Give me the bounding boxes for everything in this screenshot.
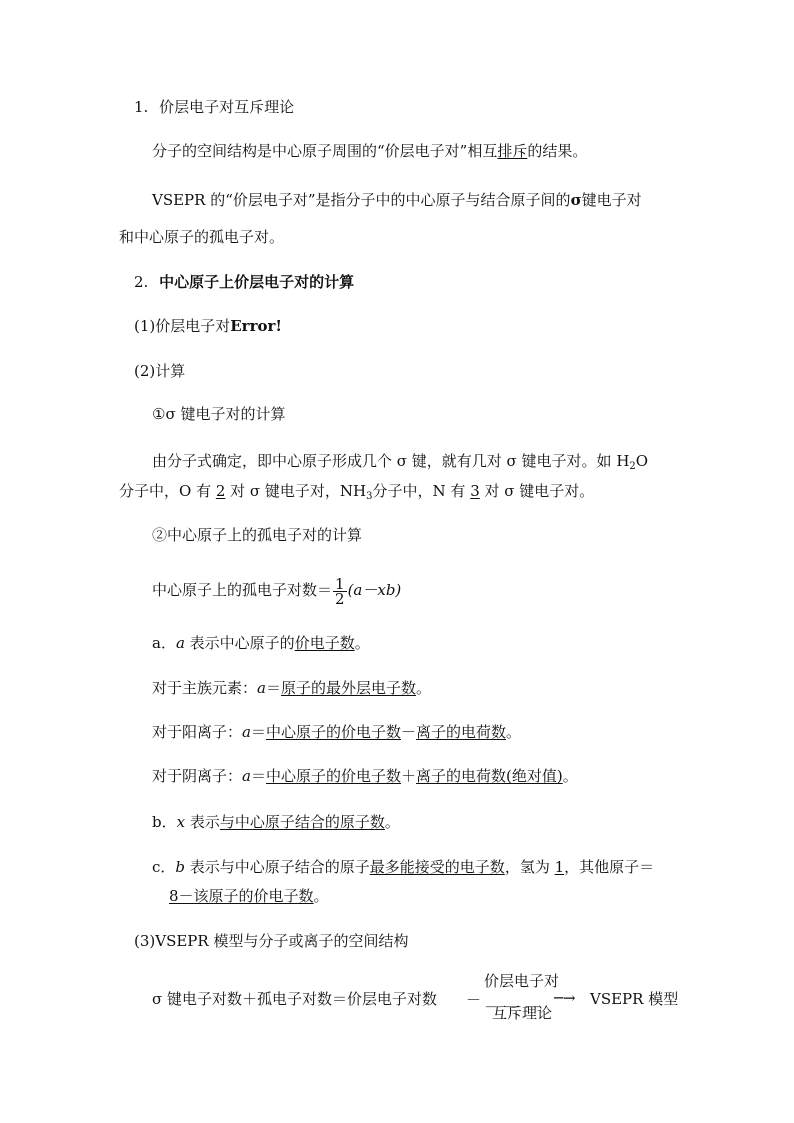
error-field: Error! [230,317,282,335]
item-c-mid: ，氢为 [504,858,555,876]
cation-line [152,722,521,742]
anion-var: a [242,767,251,785]
item-c-line-2 [169,886,329,906]
subsection-2: (2)计算 [134,362,186,380]
main-group-eq: ＝ [265,679,281,697]
sigma-text-b1: 分子中，O 有 [119,482,216,500]
item-b-end: 。 [384,813,400,831]
fraction-one-half [333,574,347,608]
section-2-title: 中心原子上价层电子对的计算 [159,273,355,291]
anion-line [152,766,578,786]
paragraph-2-text-c: 和中心原子的孤电子对。 [119,228,285,246]
paragraph-2-line-2 [119,227,284,247]
item-a-prefix: a． [152,634,176,652]
formula-label: 中心原子上的孤电子对数＝ [152,581,333,599]
item-a-text: 表示中心原子的 [184,634,295,652]
cation-eq: ＝ [250,723,266,741]
item-b-text: 表示 [185,813,220,831]
anion-eq: ＝ [250,767,266,785]
item-c-line-1 [152,857,654,877]
item-a-answer: 价电子数 [294,634,355,652]
anion-label: 对于阴离子： [152,767,243,785]
paragraph-1 [152,141,587,161]
sigma-text-b4: 对 σ 键电子对。 [479,482,595,500]
section-1-title: 价层电子对互斥理论 [159,98,295,116]
cation-label: 对于阳离子： [152,723,243,741]
subsection-3: (3)VSEPR 模型与分子或离子的空间结构 [134,932,409,950]
cation-end: 。 [506,723,522,741]
cation-minus: － [401,723,417,741]
paragraph-2-text: VSEPR 的“价层电子对”是指分子中的中心原子与结合原子间的 [152,191,571,209]
anion-plus: ＋ [401,767,417,785]
answer-2: 2 [215,482,226,500]
sigma-paragraph-line-2 [119,481,594,501]
paragraph-2-text-b: 键电子对 [581,191,642,209]
circled-1-heading: ①σ 键电子对的计算 [152,405,286,423]
arrow-top-label: 价层电子对 [484,972,560,990]
labeled-arrow [466,968,590,1028]
paragraph-1-end: 的结果。 [527,142,588,160]
sigma-text-b3: 分子中，N 有 [372,482,471,500]
item-c-end: ，其他原子＝ [564,858,655,876]
section-1-number: 1. [134,98,149,116]
main-group-var: a [257,679,266,697]
arrow-head-icon: ─→ [554,989,576,1007]
main-group-line [152,678,431,698]
item-a-end: 。 [354,634,370,652]
anion-end: 。 [562,767,578,785]
item-b [152,812,400,832]
circled-2-heading: ②中心原子上的孤电子对的计算 [152,526,363,544]
item-c-answer-2: 1 [554,858,565,876]
fraction-denominator: 2 [335,589,345,608]
main-group-end: 。 [416,679,432,697]
answer-3: 3 [470,482,480,500]
cation-var: a [242,723,251,741]
anion-answer-1: 中心原子的价电子数 [265,767,401,785]
item-c-answer-3: 8－该原子的价电子数 [169,887,314,905]
subsection-1 [134,316,282,336]
item-a [152,633,370,653]
item-a-var: a [175,634,185,652]
sigma-paragraph-line-1 [152,451,648,471]
sigma-text-a: 由分子式确定，即中心原子形成几个 σ 键，就有几对 σ 键电子对。如 H [152,452,630,470]
subscript-3: 3 [366,491,373,502]
cation-answer-1: 中心原子的价电子数 [265,723,401,741]
sigma-symbol: σ [570,191,582,209]
arrow-bottom-label: 互斥理论 [492,1004,553,1022]
section-2-heading [134,272,354,292]
anion-answer-2: 离子的电荷数(绝对值) [416,767,563,785]
main-group-label: 对于主族元素： [152,679,258,697]
paragraph-1-text: 分子的空间结构是中心原子周围的“价层电子对”相互 [152,142,498,160]
fraction-numerator: 1 [335,574,345,593]
item-c-answer-1: 最多能接受的电子数 [369,858,505,876]
last-line-left: σ 键电子对数＋孤电子对数＝价层电子对数 [152,990,438,1008]
item-b-var: x [176,813,186,831]
arrow-dashes: － ＿ ＿ ＿ [466,991,541,1009]
item-c-line-2-end: 。 [313,887,329,905]
last-line-right: VSEPR 模型 [590,990,679,1008]
item-b-prefix: b． [152,813,177,831]
subsection-1-label: (1)价层电子对 [134,317,231,335]
paragraph-2-line-1 [152,190,642,210]
section-2-number: 2. [134,273,149,291]
item-b-answer: 与中心原子结合的原子数 [219,813,385,831]
section-1-heading [134,97,294,117]
item-c-var: b [175,858,186,876]
subscript-2: 2 [629,461,636,472]
sigma-text-b2: 对 σ 键电子对，NH [225,482,367,500]
cation-answer-2: 离子的电荷数 [416,723,507,741]
item-c-prefix: c． [152,858,176,876]
paragraph-1-underline: 排斥 [497,142,528,160]
sigma-text-a-end: O [635,452,649,470]
item-c-text: 表示与中心原子结合的原子 [185,858,370,876]
lone-pair-formula [152,576,401,606]
formula-expression: (a－xb) [347,581,402,599]
main-group-answer: 原子的最外层电子数 [280,679,416,697]
